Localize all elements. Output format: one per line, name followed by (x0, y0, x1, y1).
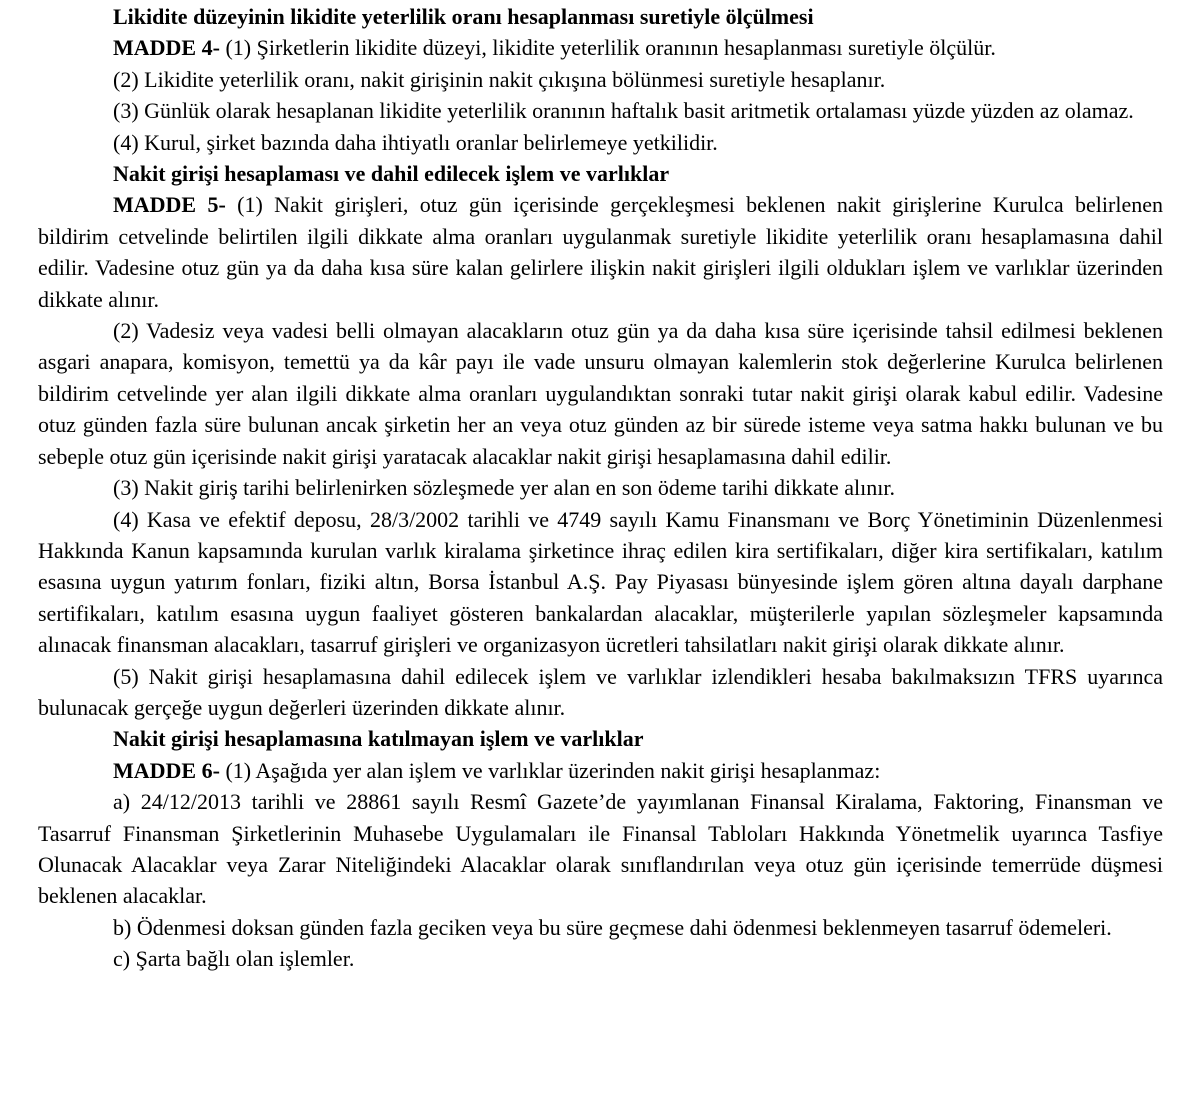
article-5-paragraph-1 (38, 189, 1163, 315)
article-4-paragraph-3: (3) Günlük olarak hesaplanan likidite yeterlilik oranının haftalık basit aritmetik ortalaması yüzde yüzden az olamaz. (113, 98, 1134, 124)
article-5-paragraph-2: (2) Vadesiz veya vadesi belli olmayan alacakların otuz gün ya da daha kısa süre içerisinde tahsil edilmesi beklenen asgari anapara, komisyon, temettü ya da kâr payı ile vade unsuru olmayan kalemlerin stok değerlerine Kurulca belirlenen bildirim cetvelinde yer alan ilgili dikkate alma oranları uygulandıktan sonraki tutar nakit girişi olarak kabul edilir. Vadesine otuz günden fazla süre bulunan ancak şirketin her an veya otuz günden az bir sürede isteme veya satma hakkı bulunan ve bu sebeple otuz gün içerisinde nakit girişi yaratacak alacaklar nakit girişi hesaplamasına dahil edilir. (38, 318, 1163, 469)
article-4-paragraph-4: (4) Kurul, şirket bazında daha ihtiyatlı oranlar belirlemeye yetkilidir. (113, 129, 718, 155)
article-6-number: MADDE 6- (113, 757, 220, 783)
article-5-number: MADDE 5- (113, 192, 226, 218)
article-5-paragraph-3: (3) Nakit giriş tarihi belirlenirken sözleşmede yer alan en son ödeme tarihi dikkate alınır. (113, 475, 895, 501)
article-4-paragraph-2: (2) Likidite yeterlilik oranı, nakit girişinin nakit çıkışına bölünmesi suretiyle hesaplanır. (113, 66, 886, 92)
section-heading-cash-inflow-included: Nakit girişi hesaplaması ve dahil edilecek işlem ve varlıklar (113, 161, 670, 187)
article-6-item-a: a) 24/12/2013 tarihli ve 28861 sayılı Resmî Gazete’de yayımlanan Finansal Kiralama, Faktoring, Finansman ve Tasarruf Finansman Şirketlerinin Muhasebe Uygulamaları ile Finansal Tabloları Hakkında Yönetmelik uyarınca Tasfiye Olunacak Alacaklar veya Zarar Niteliğindeki Alacaklar olarak sınıflandırılan veya otuz gün içerisinde temerrüde düşmesi beklenen alacaklar. (38, 789, 1163, 909)
article-6-paragraph-1-text: (1) Aşağıda yer alan işlem ve varlıklar üzerinden nakit girişi hesaplanmaz: (219, 757, 881, 783)
article-6-item-c: c) Şarta bağlı olan işlemler. (113, 946, 355, 972)
article-6-paragraph-1 (38, 755, 1163, 786)
section-heading-cash-inflow-excluded: Nakit girişi hesaplamasına katılmayan işlem ve varlıklar (113, 726, 644, 752)
article-4-number: MADDE 4- (113, 35, 220, 61)
article-5-paragraph-4: (4) Kasa ve efektif deposu, 28/3/2002 tarihli ve 4749 sayılı Kamu Finansmanı ve Borç Yönetiminin Düzenlenmesi Hakkında Kanun kapsamında kurulan varlık kiralama şirketince ihraç edilen kira sertifikaları, diğer kira sertifikaları, katılım esasına uygun yatırım fonları, fiziki altın, Borsa İstanbul A.Ş. Pay Piyasası bünyesinde işlem gören altına dayalı darphane sertifikaları, katılım esasına uygun faaliyet gösteren bankalardan alacaklar, müşterilerle yapılan sözleşmeler kapsamında alınacak finansman alacakları, tasarruf girişleri ve organizasyon ücretleri tahsilatları nakit girişi olarak dikkate alınır. (38, 506, 1163, 658)
article-5-paragraph-5: (5) Nakit girişi hesaplamasına dahil edilecek işlem ve varlıklar izlendikleri hesaba bakılmaksızın TFRS uyarınca bulunacak gerçeğe uygun değerleri üzerinden dikkate alınır. (38, 663, 1163, 720)
article-4-paragraph-1-text: (1) Şirketlerin likidite düzeyi, likidite yeterlilik oranının hesaplanması suretiyle ölçülür. (219, 35, 996, 61)
article-5-paragraph-1-text: (1) Nakit girişleri, otuz gün içerisinde gerçekleşmesi beklenen nakit girişlerine Kurulca belirlenen bildirim cetvelinde belirtilen ilgili dikkate alma oranları uygulanmak suretiyle likidite yeterlilik oranı hesaplamasına dahil edilir. Vadesine otuz gün ya da daha kısa süre kalan gelirlere ilişkin nakit girişleri ilgili oldukları işlem ve varlıklar üzerinden dikkate alınır. (38, 192, 1163, 312)
article-4-paragraph-1 (38, 32, 1163, 63)
article-6-item-b: b) Ödenmesi doksan günden fazla geciken veya bu süre geçmese dahi ödenmesi beklenmeyen tasarruf ödemeleri. (113, 914, 1112, 940)
section-heading-liquidity-measurement: Likidite düzeyinin likidite yeterlilik oranı hesaplanması suretiyle ölçülmesi (113, 4, 814, 29)
